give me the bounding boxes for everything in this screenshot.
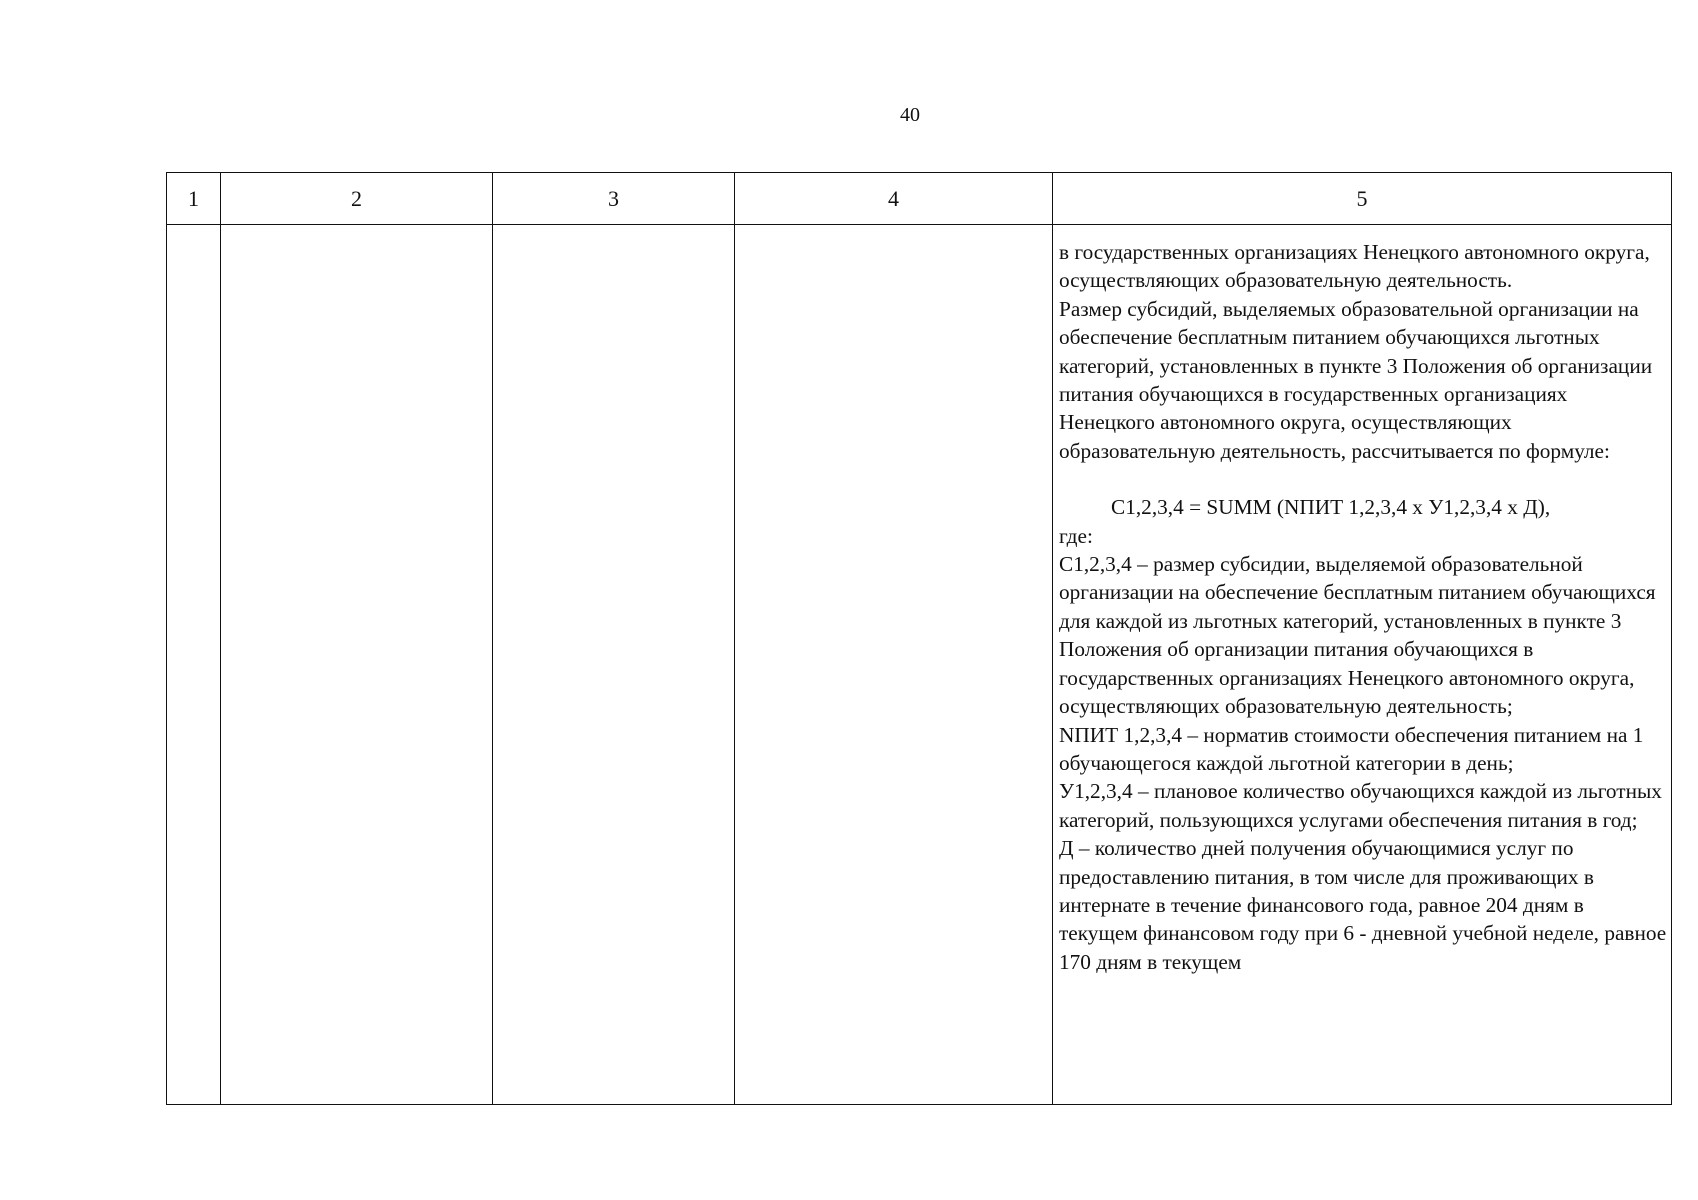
- where-label: где:: [1059, 523, 1093, 548]
- cell-column-1: [167, 225, 221, 1105]
- definition-u: У1,2,3,4 – плановое количество обучающихся каждой из льготных категорий, пользующихся услугами обеспечения питания в год;: [1059, 779, 1662, 832]
- column-header-3: 3: [493, 173, 735, 225]
- intro-text: в государственных организациях Ненецкого автономного округа, осуществляющих образовательную деятельность.: [1059, 240, 1650, 293]
- cell-column-4: [735, 225, 1053, 1105]
- definition-c: С1,2,3,4 – размер субсидии, выделяемой образовательной организации на обеспечение бесплатным питанием обучающихся для каждой из льготных категорий, установленных в пункте 3 Положения об организации питания обучающихся в государственных организациях Ненецкого автономного округа, осуществляющих образовательную деятельность;: [1059, 552, 1656, 719]
- column-header-5: 5: [1053, 173, 1672, 225]
- definition-d: Д – количество дней получения обучающимися услуг по предоставлению питания, в том числе для проживающих в интернате в течение финансового года, равное 204 дням в текущем финансовом году при 6 - дневной учебной неделе, равное 170 дням в текущем: [1059, 836, 1667, 974]
- document-table: [166, 172, 1672, 1105]
- subsidy-formula: С1,2,3,4 = SUMM (NПИТ 1,2,3,4 х У1,2,3,4 х Д),: [1111, 495, 1551, 520]
- column-header-1: 1: [167, 173, 221, 225]
- definition-n: NПИТ 1,2,3,4 – норматив стоимости обеспечения питанием на 1 обучающегося каждой льготной категории в день;: [1059, 722, 1644, 775]
- cell-column-2: [221, 225, 493, 1105]
- column-header-4: 4: [735, 173, 1053, 225]
- cell-column-5: [1053, 225, 1672, 1105]
- subsidy-size-paragraph: Размер субсидий, выделяемых образовательной организации на обеспечение бесплатным питанием обучающихся льготных категорий, установленных в пункте 3 Положения об организации питания обучающихся в государственных организациях Ненецкого автономного округа, осуществляющих образовательную деятельность, рассчитывается по формуле:: [1059, 296, 1653, 463]
- cell-column-3: [493, 225, 735, 1105]
- page-number: 40: [900, 104, 920, 126]
- table-header-row: [167, 173, 1672, 225]
- table-row: [167, 225, 1672, 1105]
- column-header-2: 2: [221, 173, 493, 225]
